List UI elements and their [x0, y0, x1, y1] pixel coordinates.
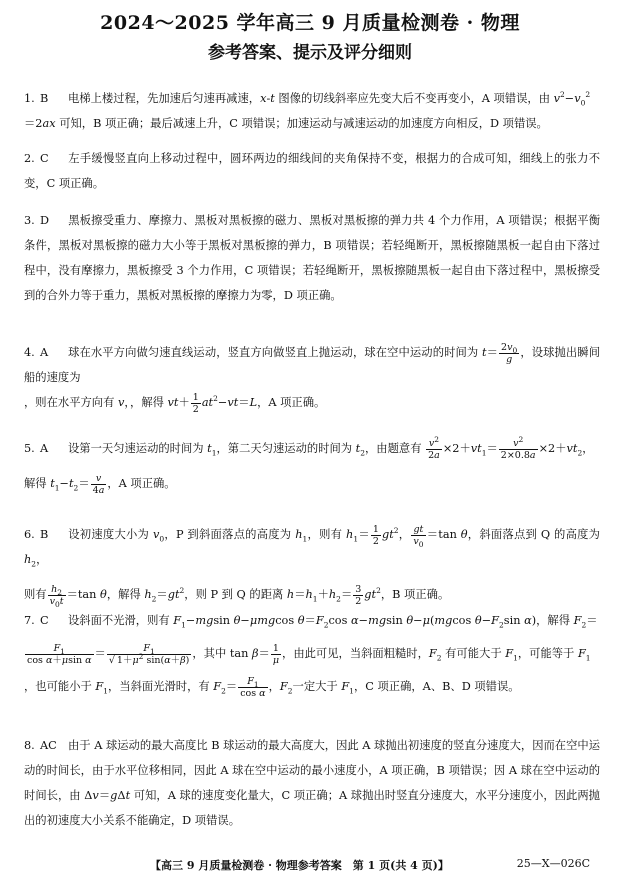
- answer-item-5: 5. A 设第一天匀速运动的时间为 $t_1$，第二天匀速运动的时间为 $t_2$，由题意有 $\frac{v^2}{2a}$ $\times 2+vt_1=$ $\frac{v^2}{2\times 0.8a}$ $\times 2+vt_2$， 解得 $t_1-t_2=$ $\frac{v}{4a}$ ，A 项正确。: [24, 434, 594, 496]
- answer-item-4: 4. A 球在水平方向做匀速直线运动，竖直方向做竖直上抛运动，球在空中运动的时间为 t＝ $\frac{2v_0}{g}$ ，设球抛出瞬间船的速度为 ，则在水平方向有 v，，解得 vt＋ $\frac{1}{2}$ $at^2-vt=L$，A 项正确。: [24, 341, 600, 415]
- answer-item-6: 6. B 设初速度大小为 $v_0$，P 到斜面落点的高度为 $h_1$，则有 $h_1=$ $\frac{1}{2}$ $gt^2$， $\frac{gt}{v_0}$ ＝tan θ，斜面落点到 Q 的高度为 $h_2$， 则有 $\frac{h_2}{v_0t}$ ＝tan θ，解得 $h_2=gt^2$，则 P 到 Q 的距离 $h=h_1+h_2=$ $\frac{3}{2}$ $gt^2$，B 项正确。: [24, 523, 600, 609]
- answer-item-7: 7. C 设斜面不光滑，则有 $F_1-mgsin$ θ−μmgcos $\theta=F_2\cos$ α−mgsin θ−μ(mgcos $\theta-F_2\sin$ α)，解得 $F_2=$ $\frac{F_1}{\text{cos α＋μsin α}}$ ＝ $\frac{F_1}{√ 1+\mu^2 \sin(\alpha+\beta)}$ ，其中 tan β＝ $\frac{1}{\mu}$ ，由此可见，当斜面粗糙时，$F_2$ 有可能大于 $F_1$，可能等于 $F_1$ ，也可能小于 $F_1$，当斜面光滑时，有 $F_2=$ $\frac{F_1}{\text{cos α}}$ ，$F_2$一定大于 $F_1$，C 项正确，A、B、D 项错误。: [24, 614, 598, 699]
- answer-item-3: 3. D 黑板擦受重力、摩擦力、黑板对黑板擦的磁力、黑板对黑板擦的弹力共 4 个力作用，A 项错误；根据平衡条件，黑板对黑板擦的磁力大小等于黑板对黑板擦的弹力，B 项错误；若轻绳断开，黑板擦随黑板一起自由下落过程中，没有摩擦力，黑板擦受 3 个力作用，C 项错误；若轻绳断开，黑板擦随黑板一起自由下落过程中，黑板擦受到的合外力等于重力，黑板对黑板擦的摩擦力为零，D 项正确。: [24, 214, 600, 302]
- answer-item-8: 8. AC 由于 A 球运动的最大高度比 B 球运动的最大高度大，因此 A 球抛出初速度的竖直分速度大，因而在空中运动的时间长，由于水平位移相同，因此 A 球在空中运动的最小速度小，A 项正确，B 项错误；因 A 球在空中运动的时间长，由 Δv＝gΔt 可知，A 球的速度变化量大，C 项正确；A 球抛出时竖直分速度大，水平分速度小，因此两抛出的初速度大小关系不能确定，D 项错误。: [24, 739, 600, 827]
- page-subtitle: 参考答案、提示及评分细则: [208, 43, 412, 63]
- page-title: 2024～2025 学年高三 9 月质量检测卷 · 物理: [100, 12, 520, 34]
- footer-code: 25—X—026C: [516, 857, 590, 870]
- answer-item-1: 1. B 电梯上楼过程，先加速后匀速再减速，x-t 图像的切线斜率应先变大后不变再变小，A 项错误，由 $v^2-v_0^2$ ＝2ax 可知，B 项正确；最后减速上升，C 项错误；加速运动与减速运动的加速度方向相反，D 项错误。: [24, 90, 591, 130]
- footer-page-info: 【高三 9 月质量检测卷 · 物理参考答案 第 1 页(共 4 页)】: [150, 859, 449, 872]
- answer-item-2: 2. C 左手缓慢竖直向上移动过程中，圆环两边的细线间的夹角保持不变，根据力的合成可知，细线上的张力不变，C 项正确。: [24, 152, 600, 190]
